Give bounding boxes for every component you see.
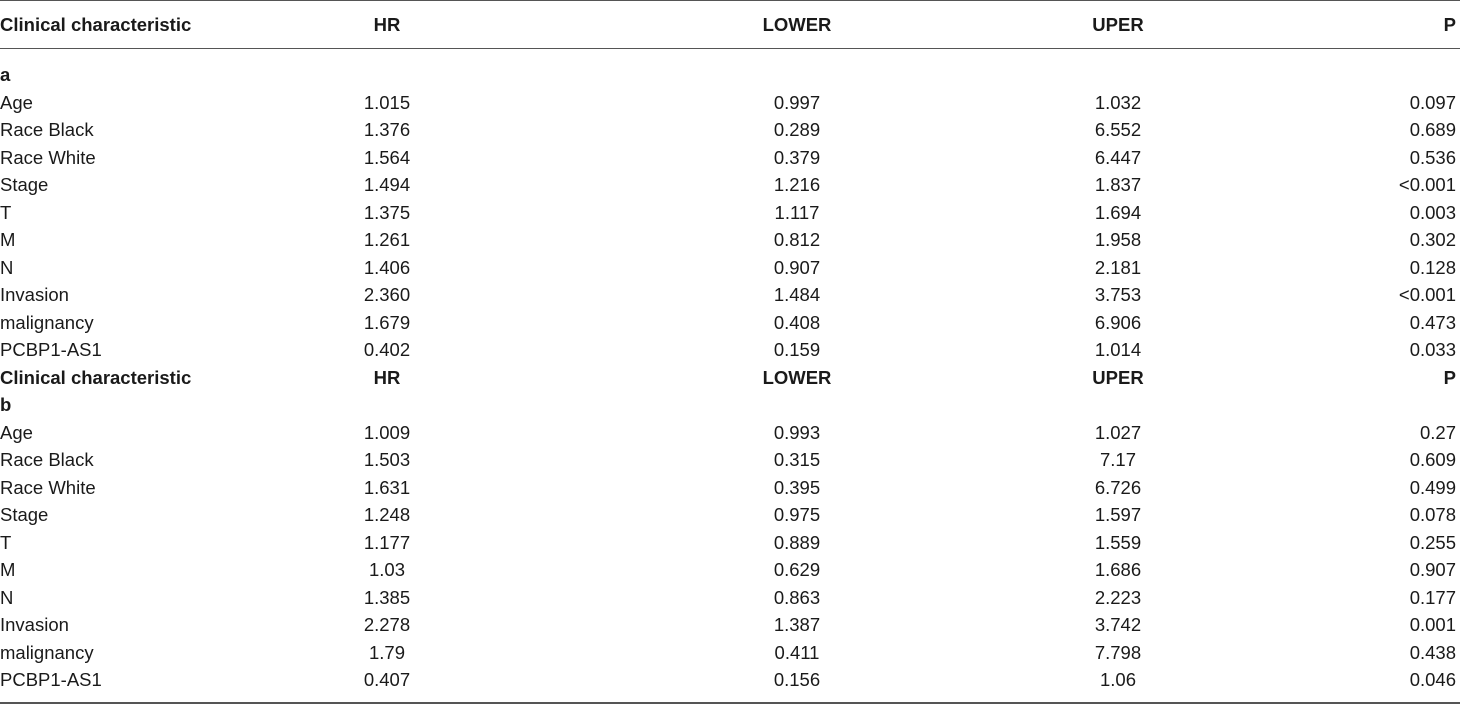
- p-value: 0.003: [1409, 201, 1456, 223]
- section-label: b: [0, 394, 12, 415]
- table-row: [0, 171, 1460, 199]
- row-label: Race Black: [0, 119, 94, 140]
- upper-value: 7.798: [1094, 641, 1142, 663]
- p-value: 0.438: [1409, 641, 1456, 663]
- table-row: [0, 584, 1460, 612]
- p-value: 0.001: [1409, 614, 1456, 635]
- lower-value: 0.993: [773, 421, 821, 443]
- lower-value: 0.315: [773, 449, 821, 470]
- row-label: T: [0, 201, 12, 223]
- table-top-rule: [0, 0, 1460, 1]
- column-header: LOWER: [762, 366, 832, 388]
- upper-value: 6.552: [1094, 119, 1142, 140]
- upper-value: 1.027: [1094, 421, 1142, 443]
- hr-value: 1.177: [363, 531, 411, 553]
- upper-value: 1.837: [1094, 174, 1142, 195]
- hr-value: 2.278: [363, 614, 411, 635]
- row-label: N: [0, 256, 14, 278]
- table-row: [0, 336, 1460, 364]
- row-label: Invasion: [0, 614, 69, 635]
- table-row: [0, 419, 1460, 447]
- hr-value: 1.261: [363, 229, 411, 250]
- lower-value: 0.289: [773, 119, 821, 140]
- table-bottom-rule: [0, 702, 1460, 704]
- table-row: [0, 611, 1460, 639]
- lower-value: 0.159: [773, 339, 821, 360]
- upper-value: 3.753: [1094, 284, 1142, 305]
- p-value: <0.001: [1398, 174, 1456, 195]
- table-row: [0, 474, 1460, 502]
- lower-value: 0.629: [773, 559, 821, 580]
- column-header: Clinical characteristic: [0, 366, 192, 388]
- p-value: 0.097: [1409, 91, 1456, 113]
- lower-value: 0.907: [773, 256, 821, 278]
- hr-value: 1.248: [363, 504, 411, 525]
- row-label: PCBP1-AS1: [0, 669, 102, 690]
- upper-value: 2.223: [1094, 586, 1142, 608]
- lower-value: 1.216: [773, 174, 821, 195]
- upper-value: 3.742: [1094, 614, 1142, 635]
- column-header: P: [1443, 366, 1456, 388]
- row-label: N: [0, 586, 14, 608]
- p-value: 0.046: [1409, 669, 1456, 690]
- row-label: malignancy: [0, 641, 94, 663]
- table-row: [0, 89, 1460, 117]
- upper-value: 1.694: [1094, 201, 1142, 223]
- lower-value: 0.997: [773, 91, 821, 113]
- p-value: 0.907: [1409, 559, 1456, 580]
- table-row: [0, 199, 1460, 227]
- lower-value: 1.117: [774, 201, 820, 223]
- table-row: [0, 281, 1460, 309]
- lower-value: 0.379: [773, 146, 821, 168]
- hr-value: 1.503: [363, 449, 411, 470]
- hr-value: 1.015: [363, 91, 411, 113]
- p-value: 0.473: [1409, 311, 1456, 333]
- upper-value: 6.906: [1094, 311, 1142, 333]
- hr-value: 1.631: [363, 476, 411, 498]
- upper-value: 2.181: [1094, 256, 1142, 278]
- upper-value: 1.686: [1094, 559, 1142, 580]
- lower-value: 0.889: [773, 531, 821, 553]
- hr-value: 1.406: [363, 256, 411, 278]
- table-row: [0, 446, 1460, 474]
- table-row: [0, 666, 1460, 694]
- p-value: 0.177: [1409, 586, 1456, 608]
- row-label: Stage: [0, 504, 49, 525]
- p-value: 0.499: [1409, 476, 1456, 498]
- row-label: M: [0, 229, 16, 250]
- p-value: 0.302: [1409, 229, 1456, 250]
- upper-value: 6.447: [1094, 146, 1142, 168]
- section-label-row: [0, 61, 1460, 89]
- table-row: [0, 639, 1460, 667]
- p-value: 0.128: [1409, 256, 1456, 278]
- column-header: UPER: [1092, 366, 1144, 388]
- row-label: Age: [0, 91, 33, 113]
- column-header: P: [1443, 14, 1456, 35]
- table-row: [0, 116, 1460, 144]
- column-header: LOWER: [762, 14, 832, 35]
- lower-value: 0.975: [773, 504, 821, 525]
- lower-value: 1.484: [773, 284, 821, 305]
- hr-value: 1.03: [368, 559, 405, 580]
- lower-value: 0.411: [774, 641, 820, 663]
- table-header-row: [0, 11, 1460, 39]
- row-label: Race Black: [0, 449, 94, 470]
- upper-value: 1.014: [1094, 339, 1142, 360]
- hr-value: 2.360: [363, 284, 411, 305]
- upper-value: 1.597: [1094, 504, 1142, 525]
- table-row: [0, 529, 1460, 557]
- table-row: [0, 226, 1460, 254]
- section-label-row: [0, 391, 1460, 419]
- upper-value: 7.17: [1099, 449, 1136, 470]
- column-header: HR: [373, 14, 401, 35]
- table-header-rule: [0, 48, 1460, 49]
- upper-value: 1.032: [1094, 91, 1142, 113]
- table-row: [0, 254, 1460, 282]
- row-label: malignancy: [0, 311, 94, 333]
- p-value: 0.255: [1409, 531, 1456, 553]
- table-row: [0, 556, 1460, 584]
- row-label: T: [0, 531, 12, 553]
- hr-value: 1.494: [363, 174, 411, 195]
- table-row: [0, 309, 1460, 337]
- lower-value: 1.387: [773, 614, 821, 635]
- hr-value: 1.79: [368, 641, 405, 663]
- hr-value: 1.679: [363, 311, 411, 333]
- section-label: a: [0, 64, 11, 85]
- hr-value: 1.376: [363, 119, 411, 140]
- section-header-row: [0, 364, 1460, 392]
- table-row: [0, 501, 1460, 529]
- p-value: <0.001: [1398, 284, 1456, 305]
- hr-value: 1.375: [363, 201, 411, 223]
- column-header: HR: [373, 366, 401, 388]
- p-value: 0.27: [1419, 421, 1456, 443]
- lower-value: 0.395: [773, 476, 821, 498]
- column-header: UPER: [1092, 14, 1144, 35]
- row-label: Age: [0, 421, 33, 443]
- upper-value: 1.559: [1094, 531, 1142, 553]
- row-label: M: [0, 559, 16, 580]
- row-label: Race White: [0, 146, 96, 168]
- upper-value: 6.726: [1094, 476, 1142, 498]
- lower-value: 0.408: [773, 311, 821, 333]
- p-value: 0.033: [1409, 339, 1456, 360]
- p-value: 0.078: [1409, 504, 1456, 525]
- lower-value: 0.812: [773, 229, 821, 250]
- column-header: Clinical characteristic: [0, 14, 192, 35]
- p-value: 0.536: [1409, 146, 1456, 168]
- hr-value: 0.402: [363, 339, 411, 360]
- lower-value: 0.863: [773, 586, 821, 608]
- table-row: [0, 144, 1460, 172]
- hr-value: 1.009: [363, 421, 411, 443]
- hr-value: 1.385: [363, 586, 411, 608]
- upper-value: 1.958: [1094, 229, 1142, 250]
- hr-value: 0.407: [363, 669, 411, 690]
- p-value: 0.689: [1409, 119, 1456, 140]
- row-label: PCBP1-AS1: [0, 339, 102, 360]
- lower-value: 0.156: [773, 669, 821, 690]
- hr-value: 1.564: [363, 146, 411, 168]
- upper-value: 1.06: [1099, 669, 1136, 690]
- p-value: 0.609: [1409, 449, 1456, 470]
- row-label: Race White: [0, 476, 96, 498]
- row-label: Invasion: [0, 284, 69, 305]
- row-label: Stage: [0, 174, 49, 195]
